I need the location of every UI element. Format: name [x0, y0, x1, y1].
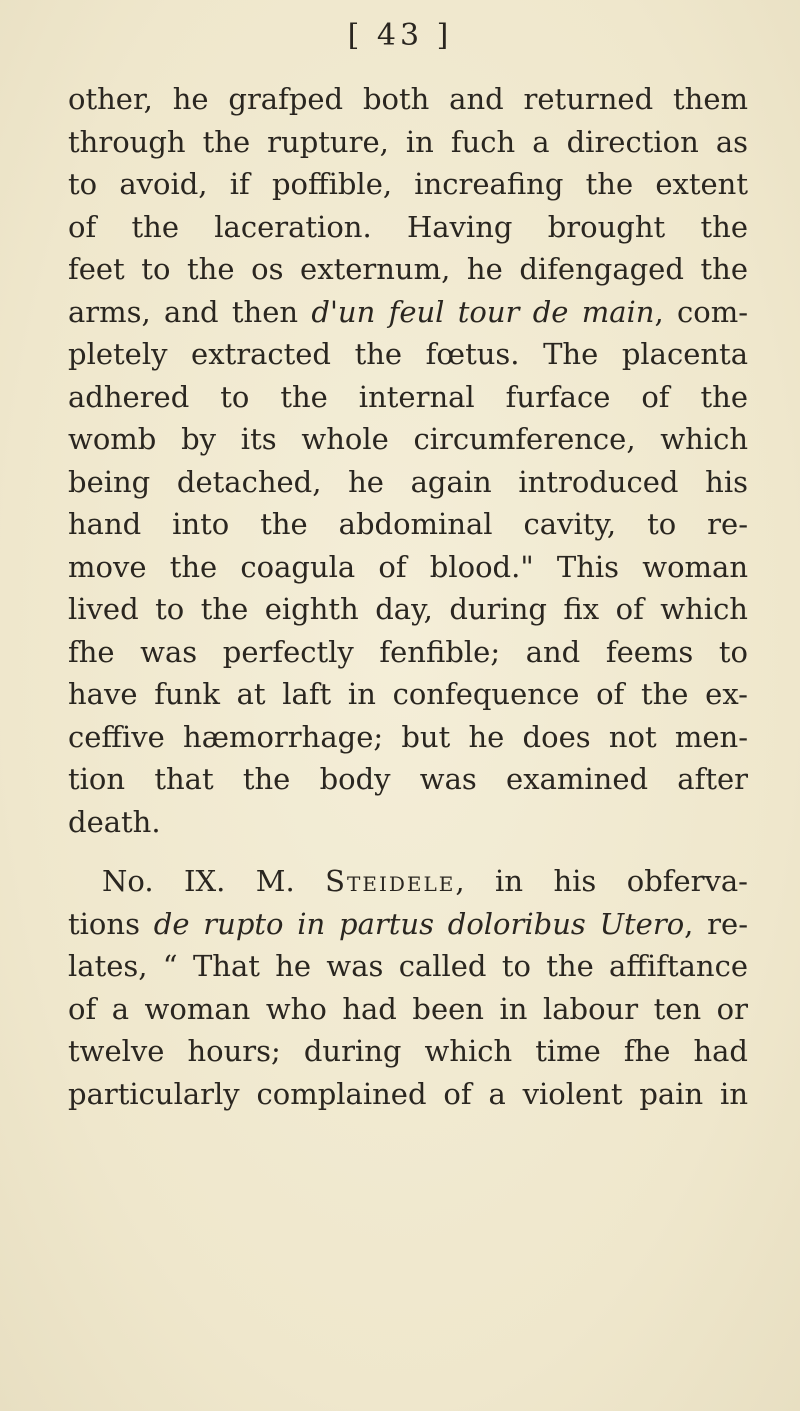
text-line: through the rupture, in fuch a direction as [68, 124, 748, 159]
text-line: of the laceration. Having brought the [68, 209, 748, 244]
text-segment: , com- [654, 294, 749, 329]
page-number-header: [ 43 ] [347, 18, 453, 53]
text-line: fhe was perfectly fenfible; and feems to [68, 634, 748, 669]
text-line: pletely extracted the fœtus. The placenta [68, 337, 748, 371]
text-line [68, 903, 748, 946]
text-segment: , in his obferva- [455, 864, 748, 898]
author-name: Steidele [325, 864, 456, 898]
text-line: to avoid, if poffible, increafing the extent [68, 167, 748, 201]
text-segment: M. [255, 864, 326, 898]
text-line: being detached, he again introduced his [68, 464, 748, 499]
text-line: death. [68, 804, 161, 839]
text-line [68, 860, 748, 903]
text-line: other, he grafped both and returned them [68, 82, 748, 116]
text-line: adhered to the internal furface of the [68, 379, 748, 414]
text-segment: tions [68, 906, 154, 941]
text-line [68, 291, 748, 334]
text-line: tion that the body was examined after [68, 762, 748, 796]
paragraph-2 [68, 860, 748, 1115]
text-line: particularly complained of a violent pain in [68, 1076, 748, 1111]
text-line: lates, “ That he was called to the affiftance [68, 949, 748, 983]
text-line: feet to the os externum, he difengaged the [68, 252, 748, 286]
case-number: No. IX. [102, 864, 226, 898]
text-line: twelve hours; during which time fhe had [68, 1034, 748, 1068]
text-line: of a woman who had been in labour ten or [68, 991, 748, 1026]
text-line: womb by its whole circumference, which [68, 422, 748, 456]
text-segment: , re- [684, 906, 748, 941]
text-line: have funk at laft in confequence of the ex- [68, 677, 748, 711]
text-line: ceffive hæmorrhage; but he does not men- [68, 719, 748, 754]
text-line: hand into the abdominal cavity, to re- [68, 507, 748, 541]
text-segment: arms, and then [68, 294, 312, 329]
italic-title: de rupto in partus doloribus Utero [153, 906, 685, 941]
paragraph-1 [68, 78, 748, 843]
text-line: move the coagula of blood." This woman [68, 549, 748, 584]
text-line: lived to the eighth day, during fix of which [68, 592, 748, 626]
italic-phrase: d'un feul tour de main [311, 294, 655, 329]
